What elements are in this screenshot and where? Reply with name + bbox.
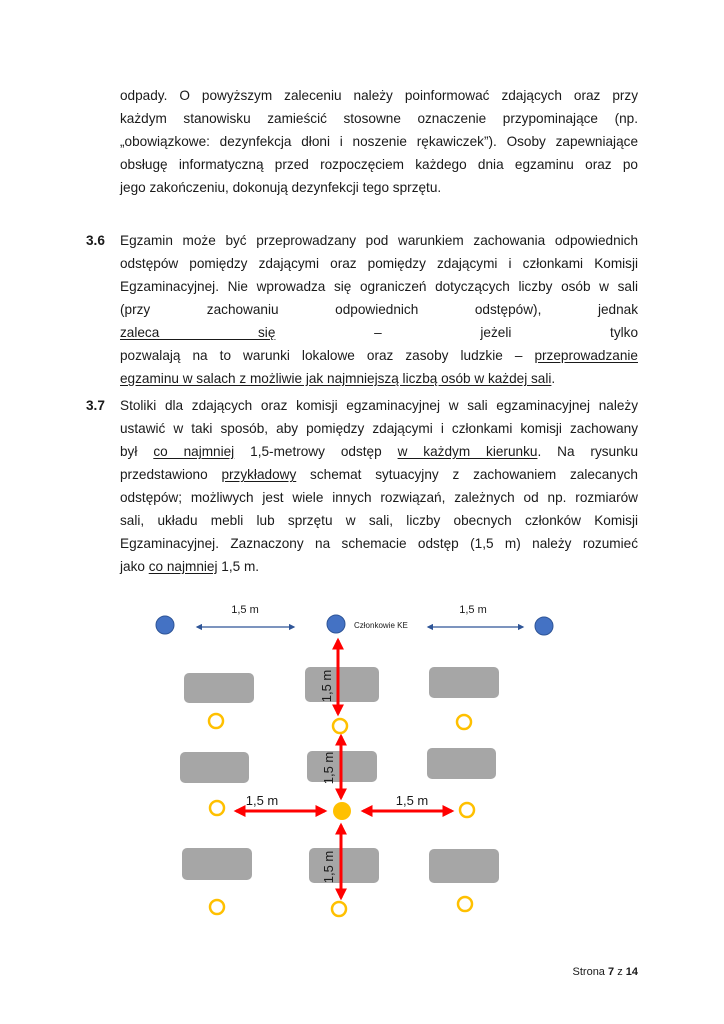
seating-diagram	[0, 596, 724, 936]
ke-member-marker	[327, 615, 345, 633]
s36-line: Egzaminacyjnej. Nie wprowadza się ograniczeń dotyczących liczby osób w sali	[120, 279, 638, 294]
student-marker-center	[333, 802, 351, 820]
student-marker	[210, 801, 224, 815]
distance-label-vertical: 1,5 m	[321, 751, 336, 785]
s37-text: . Na rysunku	[537, 444, 639, 459]
desk	[429, 667, 499, 698]
student-marker	[209, 714, 223, 728]
student-marker	[333, 719, 347, 733]
ke-distance-label-left: 1,5 m	[231, 604, 259, 616]
distance-label-vertical: 1,5 m	[321, 850, 336, 884]
desk	[305, 667, 379, 702]
intro-line: każdym stanowisku zamieścić stosowne oznaczenie przypominające (np.	[120, 111, 638, 126]
student-marker	[458, 897, 472, 911]
s37-line	[120, 463, 638, 486]
s37-line: Egzaminacyjnej. Zaznaczony na schemacie odstęp (1,5 m) należy rozumieć	[120, 536, 638, 551]
desk	[184, 673, 254, 703]
s37-text: przedstawiono	[120, 467, 208, 482]
section-3-7-text	[120, 394, 638, 578]
s37-line: Stoliki dla zdających oraz komisji egzaminacyjnej w sali egzaminacyjnej należy	[120, 398, 638, 413]
student-marker	[332, 902, 346, 916]
ke-member-marker	[535, 617, 553, 635]
s37-text: 1,5-metrowy odstęp	[250, 444, 382, 459]
section-number-3-6: 3.6	[86, 233, 105, 248]
s36-underline-conduct: przeprowadzanie	[534, 348, 638, 363]
footer-page-number: 7	[608, 966, 615, 978]
s37-line: ustawić w taki sposób, aby pomiędzy zdającymi i członkami komisji zachowany	[120, 421, 638, 436]
intro-line: obsługę informatyczną przed rozpoczęciem każdego dnia egzaminu oraz po	[120, 157, 638, 172]
footer-separator: z	[617, 966, 623, 978]
s37-underline-every-direction: w każdym kierunku	[397, 444, 538, 459]
intro-line: jego zakończeniu, dokonują dezynfekcji tego sprzętu.	[120, 180, 442, 195]
s37-text: jako	[120, 559, 145, 574]
s37-line: sali, układu mebli lub sprzętu w sali, liczby obecnych członków Komisji	[120, 513, 638, 528]
distance-label-vertical: 1,5 m	[319, 669, 334, 703]
intro-line: „obowiązkowe: dezynfekcja dłoni i noszenie rękawiczek”). Osoby zapewniające	[120, 134, 638, 149]
s37-text: schemat sytuacyjny z zachowaniem zalecanych	[310, 467, 638, 482]
page-footer	[573, 966, 638, 978]
distance-label-horizontal-right: 1,5 m	[395, 793, 429, 808]
s36-text: .	[551, 371, 556, 386]
section-3-6-text	[120, 229, 638, 390]
intro-line: odpady. O powyższym zaleceniu należy poinformować zdających oraz przy	[120, 88, 638, 103]
s36-line: odstępów pomiędzy zdającymi oraz pomiędzy zdającymi i członkami Komisji	[120, 256, 638, 271]
desk	[429, 849, 499, 883]
distance-label-horizontal-left: 1,5 m	[245, 793, 279, 808]
s37-underline-at-least-2: co najmniej	[148, 559, 218, 574]
desk	[309, 848, 379, 883]
s36-text: (przy zachowaniu odpowiednich odstępów), jednak	[120, 302, 638, 317]
s37-text: 1,5 m.	[221, 559, 260, 574]
section-number-3-7: 3.7	[86, 398, 105, 413]
s36-line	[120, 298, 638, 321]
footer-total-pages: 14	[625, 966, 638, 978]
s36-text: – jeżeli tylko	[374, 325, 639, 340]
s36-underline-rooms: egzaminu w salach z możliwie jak najmniejszą liczbą osób w każdej sali	[120, 371, 552, 386]
s37-underline-example: przykładowy	[221, 467, 297, 482]
s37-text: był	[120, 444, 138, 459]
s36-line	[120, 321, 638, 344]
ke-distance-label-right: 1,5 m	[459, 604, 487, 616]
s36-line: Egzamin może być przeprowadzany pod warunkiem zachowania odpowiednich	[120, 233, 638, 248]
ke-members-label: Członkowie KE	[354, 621, 408, 630]
ke-member-marker	[156, 616, 174, 634]
s36-line	[120, 367, 638, 390]
desk	[427, 748, 496, 779]
student-marker	[460, 803, 474, 817]
s36-line	[120, 344, 638, 367]
s37-line: odstępów; możliwych jest wiele innych rozwiązań, zależnych od np. rozmiarów	[120, 490, 638, 505]
s36-text: pozwalają na to warunki lokalowe oraz zasoby ludzkie –	[120, 348, 523, 363]
intro-paragraph	[120, 84, 638, 199]
s37-line	[120, 440, 638, 463]
desk	[182, 848, 252, 880]
s37-underline-at-least: co najmniej	[153, 444, 235, 459]
s37-line	[120, 555, 638, 578]
student-marker	[457, 715, 471, 729]
s36-underline-recommend: zaleca się	[120, 325, 276, 340]
student-marker	[210, 900, 224, 914]
footer-prefix: Strona	[572, 966, 605, 978]
desk	[180, 752, 249, 783]
